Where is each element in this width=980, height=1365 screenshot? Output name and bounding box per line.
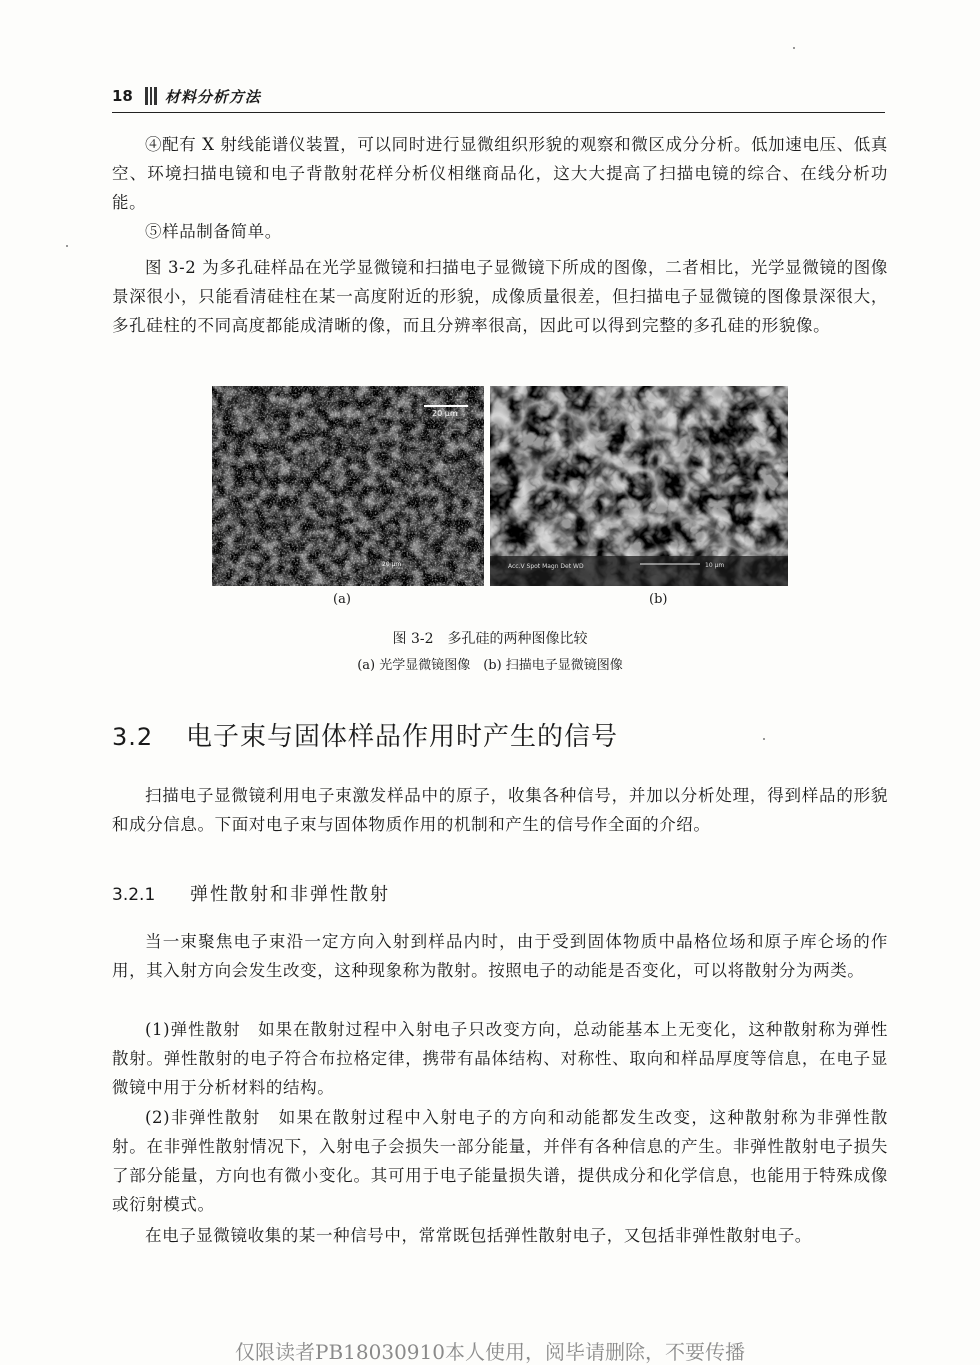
sem-micrograph-image <box>490 386 788 586</box>
figure-caption: 图 3-2 多孔硅的两种图像比较 <box>392 631 588 647</box>
paragraph-scattering-intro: 当一束聚焦电子束沿一定方向入射到样品内时，由于受到固体物质中晶格位场和原子库仑场的作用，其入射方向会发生改变，这种现象称为散射。按照电子的动能是否变化，可以将散射分为两类。 <box>112 932 888 980</box>
sem-info-label: Acc.V Spot Magn Det WD <box>508 563 584 570</box>
paragraph-feature-5: ⑤样品制备简单。 <box>145 222 282 241</box>
subsection-title: 弹性散射和非弹性散射 <box>190 884 390 905</box>
running-header <box>112 84 261 108</box>
scan-speck <box>66 245 68 247</box>
scan-speck <box>763 738 765 740</box>
figure-a-label: (a) <box>333 592 351 607</box>
paragraph-signal-mix: 在电子显微镜收集的某一种信号中，常常既包括弹性散射电子，又包括非弹性散射电子。 <box>145 1226 812 1245</box>
section-title: 电子束与固体样品作用时产生的信号 <box>186 722 619 752</box>
subsection-number: 3.2.1 <box>112 885 156 905</box>
paragraph-feature-4: ④配有 X 射线能谱仪装置，可以同时进行显微组织形貌的观察和微区成分分析。低加速电压、低真空、环境扫描电镜和电子背散射花样分析仪相继商品化，这大大提高了扫描电镜的综合、在线分析功能。 <box>112 135 888 212</box>
scan-speck <box>793 47 795 49</box>
optical-scale-label: 20 μm <box>432 409 458 418</box>
optical-scale-label-lower: 20 μm <box>382 561 402 568</box>
page-number: 18 <box>112 87 133 105</box>
figure-subcaption: (a) 光学显微镜图像 (b) 扫描电子显微镜图像 <box>357 658 623 673</box>
optical-micrograph-image <box>212 386 484 586</box>
header-rule <box>112 112 885 113</box>
section-number: 3.2 <box>112 723 154 751</box>
figure-b-label: (b) <box>649 592 668 607</box>
paragraph-elastic-scattering: (1)弹性散射 如果在散射过程中入射电子只改变方向，总动能基本上无变化，这种散射称为弹性散射。弹性散射的电子符合布拉格定律，携带有晶体结构、对称性、取向和样品厚度等信息，在电子显微镜中用于分析材料的结构。 <box>112 1020 888 1097</box>
section-paragraph: 扫描电子显微镜利用电子束激发样品中的原子，收集各种信号，并加以分析处理，得到样品的形貌和成分信息。下面对电子束与固体物质作用的机制和产生的信号作全面的介绍。 <box>112 786 888 834</box>
header-bars-decoration <box>145 87 157 105</box>
book-title: 材料分析方法 <box>164 87 261 106</box>
watermark-text: 仅限读者PB18030910本人使用，阅毕请删除，不要传播 <box>235 1340 745 1364</box>
paragraph-inelastic-scattering: (2)非弹性散射 如果在散射过程中入射电子的方向和动能都发生改变，这种散射称为非弹性散射。在非弹性散射情况下，入射电子会损失一部分能量，并伴有各种信息的产生。非弹性散射电子损失了部分能量，方向也有微小变化。其可用于电子能量损失谱，提供成分和化学信息，也能用于特殊成像或衍射模式。 <box>112 1108 888 1214</box>
sem-scale-label: 10 μm <box>705 562 725 569</box>
paragraph-figure-intro: 图 3-2 为多孔硅样品在光学显微镜和扫描电子显微镜下所成的图像，二者相比，光学显微镜的图像景深很小，只能看清硅柱在某一高度附近的形貌，成像质量很差，但扫描电子显微镜的图像景深很大，多孔硅柱的不同高度都能成清晰的像，而且分辨率很高，因此可以得到完整的多孔硅的形貌像。 <box>112 258 888 335</box>
section-heading <box>112 716 618 753</box>
subsection-heading <box>112 880 390 906</box>
